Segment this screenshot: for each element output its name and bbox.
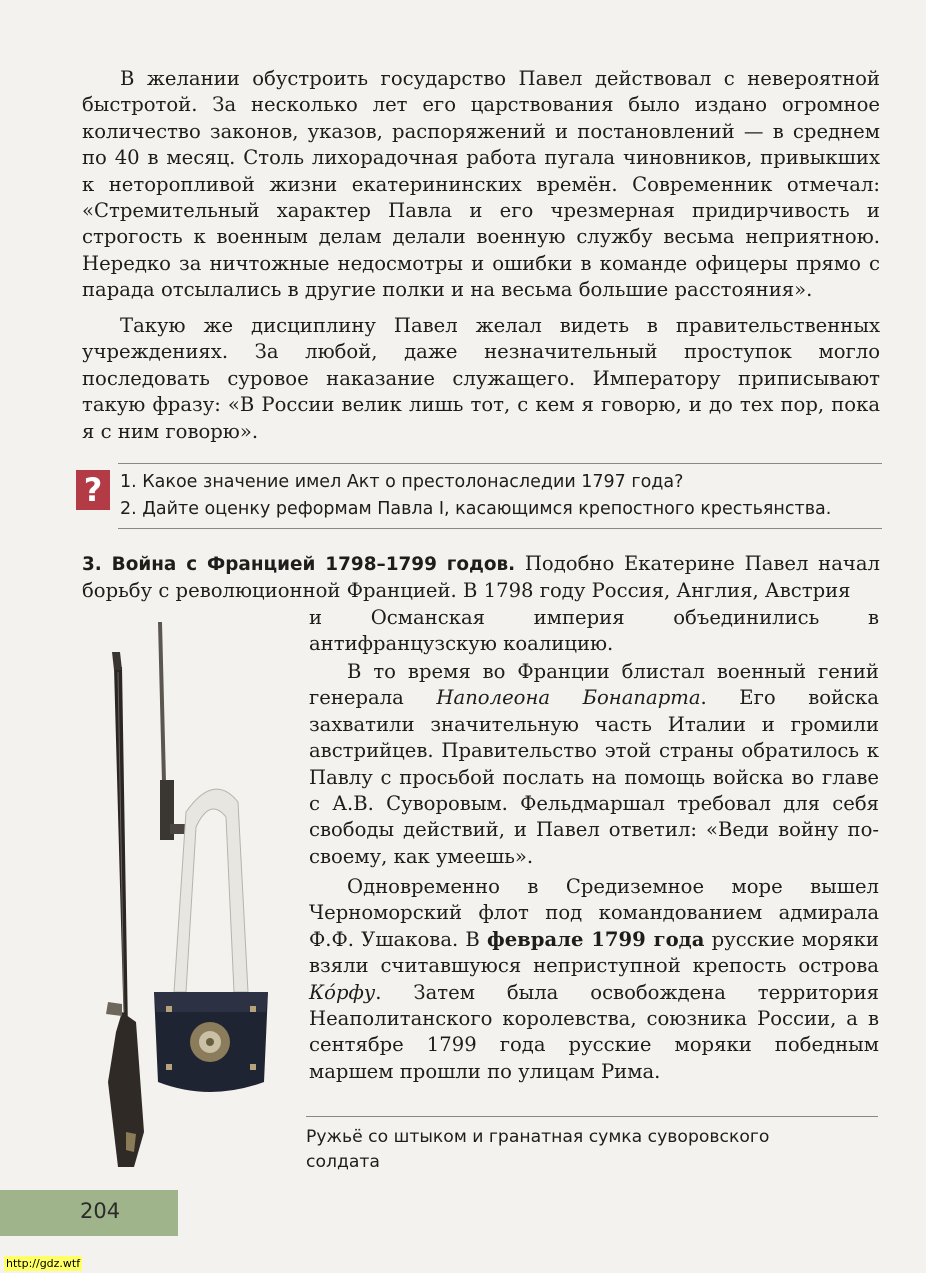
bayonet-icon xyxy=(158,622,186,840)
section-intro-text: Подобно Екатерине Павел начал борьбу с революционной Францией. В 1798 году Россия, Англия, Австрия xyxy=(82,552,880,603)
watermark-link[interactable]: http://gdz.wtf xyxy=(6,1257,81,1270)
paragraph-napoleon xyxy=(309,659,879,870)
question-mark-icon: ? xyxy=(76,470,110,510)
question-1: 1. Какое значение имел Акт о престолонаследии 1797 года? xyxy=(120,472,684,492)
strap-icon xyxy=(174,789,248,992)
section-3-intro xyxy=(82,551,880,605)
paragraph-reforms: В желании обустроить государство Павел действовал с невероятной быстротой. За несколько лет его царствования было издано огромное количество законов, указов, распоряжений и постановлений — в среднем по 40 в месяц. Столь лихорадочная работа пугала чиновников, привыкших к неторопливой жизни екатерининских времён. Современник отмечал: «Стремительный характер Павла и его чрезмерная придирчивость и строгость к военным делам делали военную службу весьма неприятною. Нередко за ничтожные недосмотры и ошибки в команде офицеры прямо с парада отсылались в другие полки и на весьма большие расстояния». xyxy=(82,67,880,302)
napoleon-name: Наполеона Бонапарта xyxy=(436,686,701,710)
text-run: . Его войска захватили значительную часть Италии и громили австрийцев. Правительство этой страны обратилось к Павлу с просьбой послать на помощь войска во главе с А.В. Суворовым. Фельдмаршал требовал для себя свободы действий, и Павел ответил: «Веди войну по-своему, как умеешь». xyxy=(309,686,879,868)
text-run: Одновременно в Средиземное море вышел Черноморский флот под командованием адмирала Ф.Ф. Ушакова. В xyxy=(309,875,879,951)
grenade-pouch-icon xyxy=(154,992,268,1092)
question-2: 2. Дайте оценку реформам Павла I, касающимся крепостного крестьянства. xyxy=(120,499,832,519)
page-number: 204 xyxy=(80,1199,121,1223)
illustration-caption: Ружьё со штыком и гранатная сумка суворовского солдата xyxy=(306,1127,770,1172)
paragraph-ushakov xyxy=(309,874,879,1085)
date-highlight: феврале 1799 года xyxy=(487,927,705,951)
text-run: русские моряки взяли считавшуюся неприступной крепость острова xyxy=(309,927,879,978)
questions-bottom-rule xyxy=(118,528,882,529)
paragraph-discipline: Такую же дисциплину Павел желал видеть в правительственных учреждениях. За любой, даже незначительный проступок могло последовать суровое наказание служащего. Императору приписывают такую фразу: «В России велик лишь тот, с кем я говорю, и до тех пор, пока я с ним говорю». xyxy=(82,314,880,443)
text-run: В то время во Франции блистал военный гений генерала xyxy=(309,660,879,710)
musket-and-pouch-illustration xyxy=(78,612,278,1172)
questions-top-rule xyxy=(118,463,882,464)
island-name: Ко́рфу xyxy=(309,980,376,1004)
musket-icon xyxy=(106,652,144,1167)
section-heading: 3. Война с Францией 1798–1799 годов. xyxy=(82,554,516,575)
paragraph-coalition: и Османская империя объединились в антифранцузскую коалицию. xyxy=(309,606,879,656)
text-run: . Затем была освобождена территория Неаполитанского королевства, союзника России, а в сентябре 1799 года русские моряки победным маршем прошли по улицам Рима. xyxy=(309,980,879,1083)
caption-rule xyxy=(306,1116,878,1117)
